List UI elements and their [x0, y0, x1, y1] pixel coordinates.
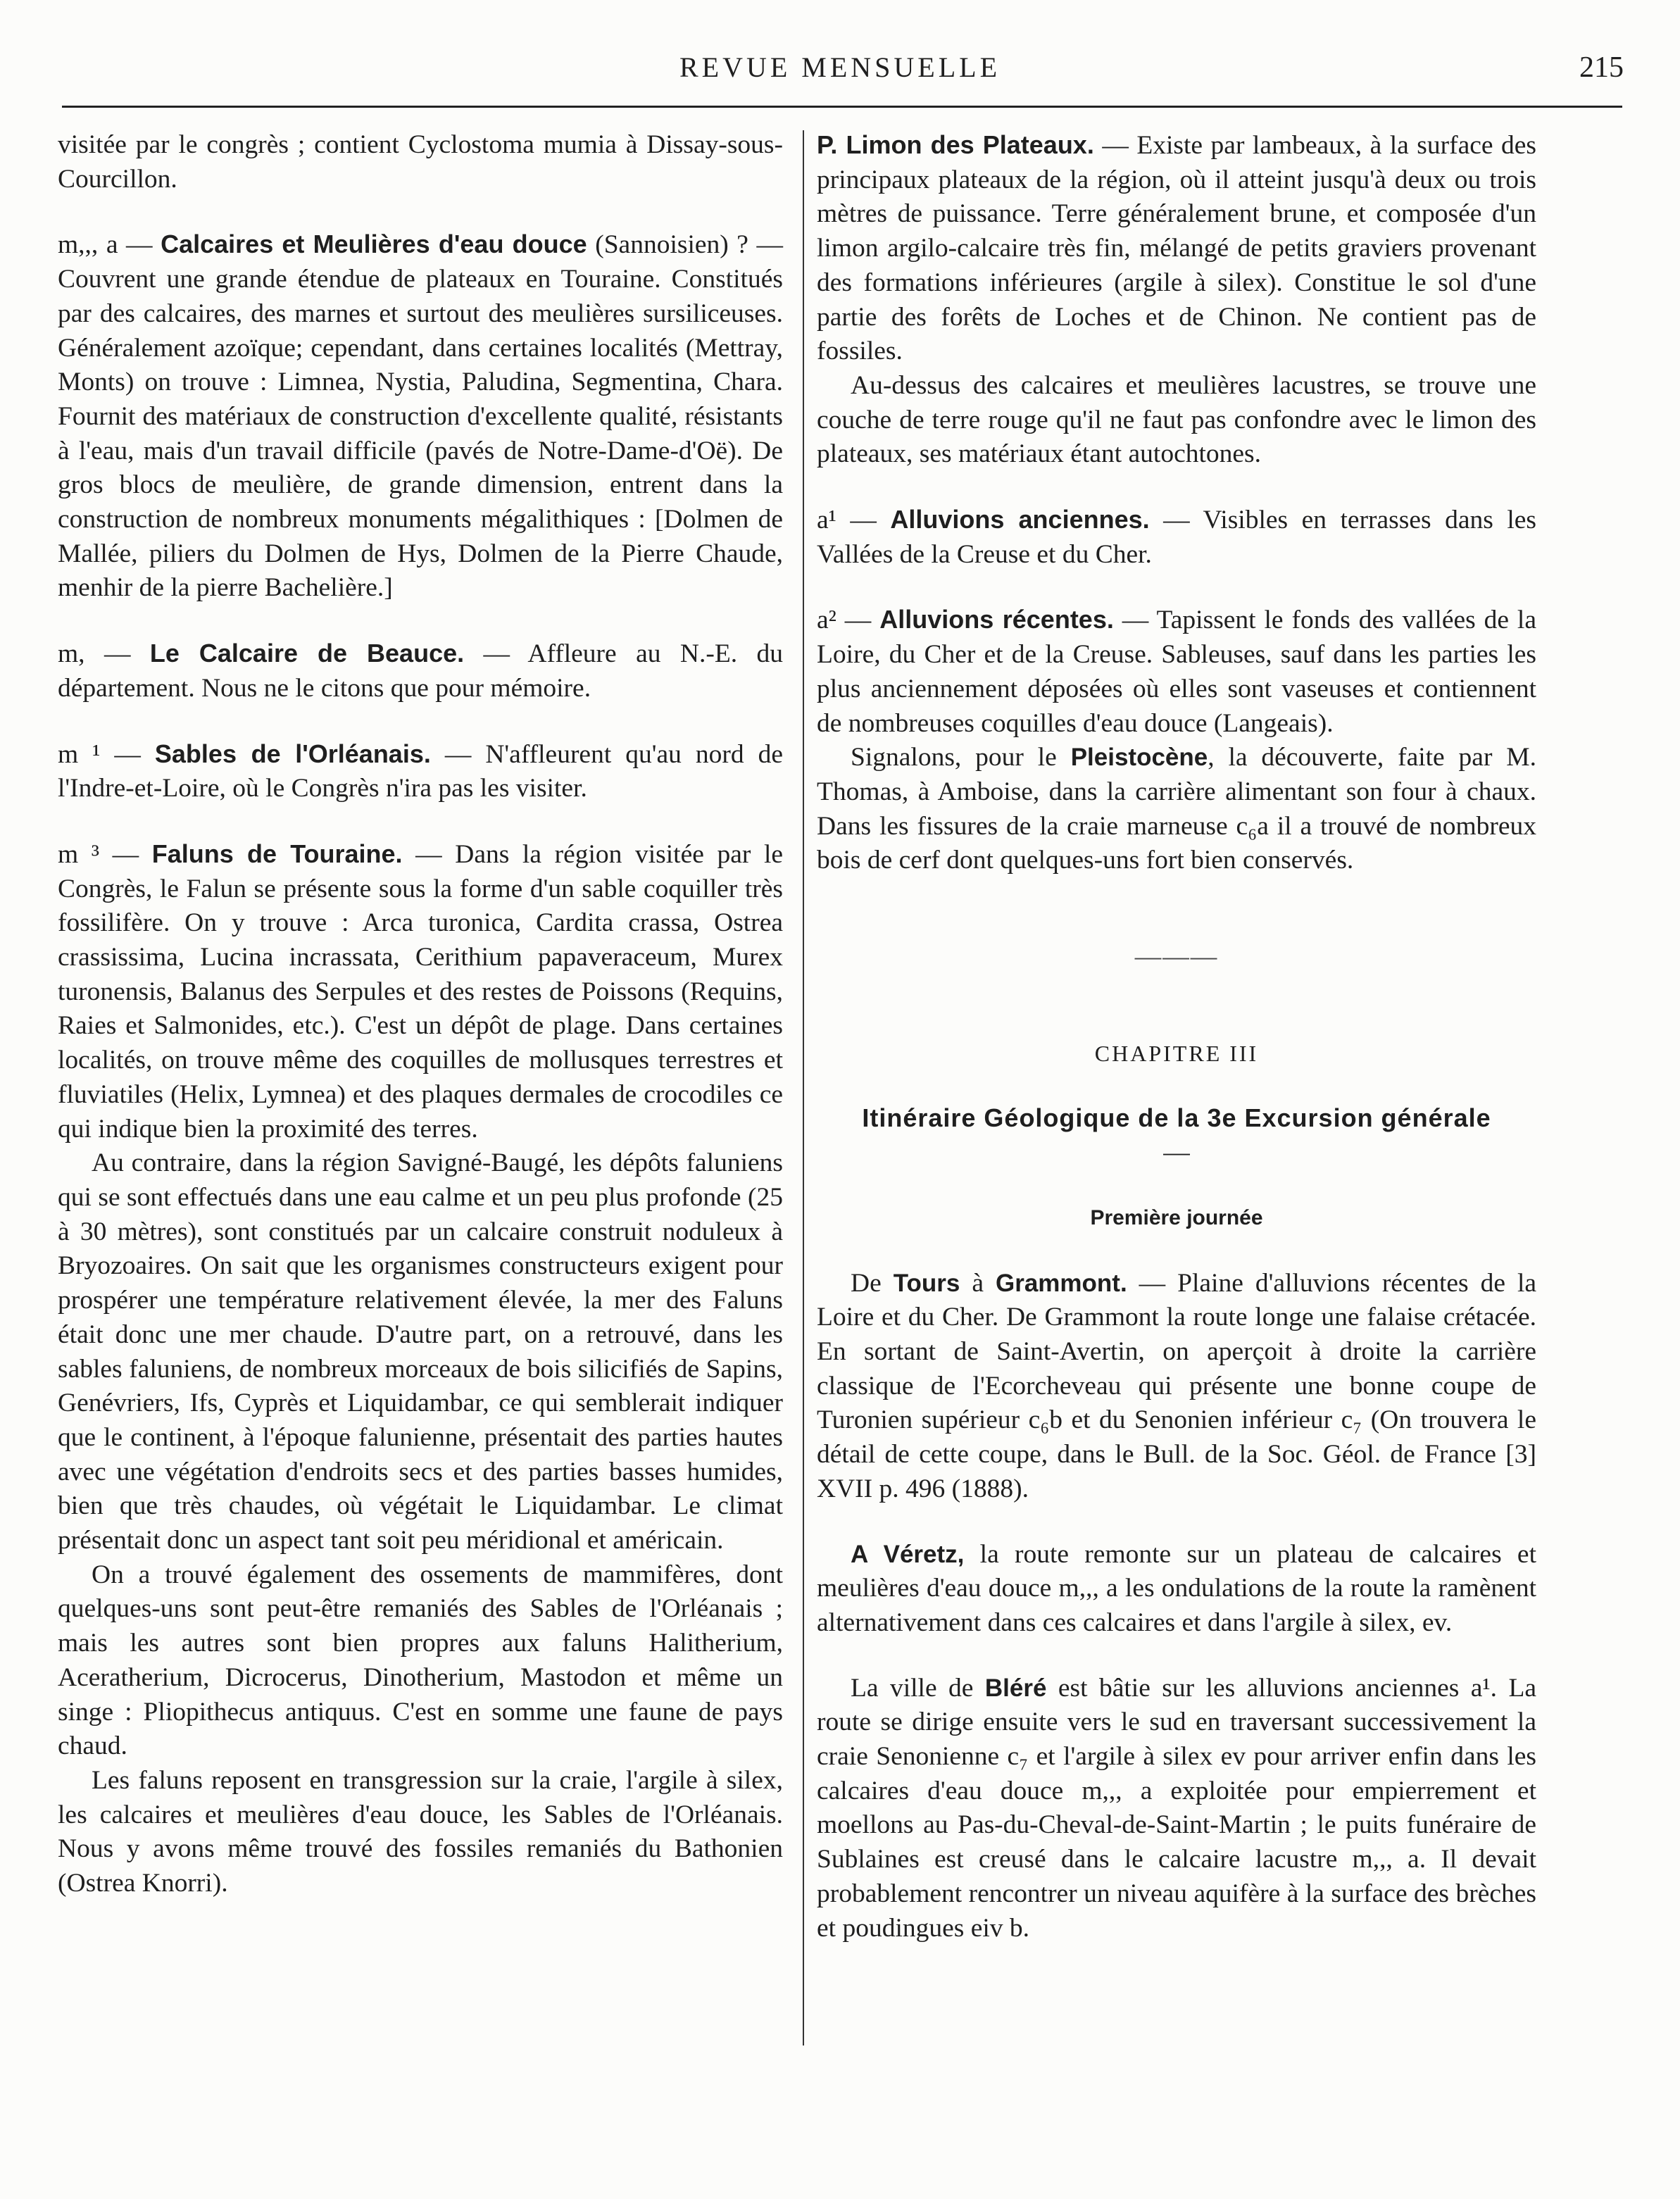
right-column — [817, 128, 1536, 1946]
section-sables-orleanais: m ¹ — Sables de l'Orléanais. — N'affleurent qu'au nord de l'Indre-et-Loire, où le Congrès n'ira pas les visiter. — [58, 739, 783, 803]
paragraph-savigne-bauge: Au contraire, dans la région Savigné-Baugé, les dépôts faluniens qui se sont effectués dans une eau calme et un peu plus profonde (25 à 30 mètres), sont constitués par un calcaire construit noduleux à Bryozoaires. On sait que les organismes constructeurs exigent pour prospérer une température relativement élevée, la mer des Faluns était donc une mer chaude. D'autre part, on a retrouvé, dans les sables faluniens, de nombreux morceaux de bois silicifiés de Sapins, Genévriers, Ifs, Cyprès et Liquidambar, ce qui semblerait indiquer que le continent, à l'époque falunienne, présentait des parties hautes avec une végétation d'endroits secs et des parties basses humides, bien que très chaudes, où végétait le Liquidambar. Le climat présentait donc un aspect tant soit peu méridional et américain. — [58, 1148, 783, 1555]
day-title: Première journée — [1090, 1205, 1263, 1229]
section-symbol: a¹ — [817, 506, 836, 535]
section-text: (Sannoisien) ? — Couvrent une grande étendue de plateaux en Touraine. Constitués par des calcaires, des marnes et surtout des meulières sursiliceuses. Généralement azoïque; cependant, dans certaines localités (Mettray, Monts) on trouve : Limnea, Nystia, Paludina, Segmentina, Chara. Fournit des matériaux de construction d'excellente qualité, résistants à l'eau, mais d'un travail difficile (pavés de Notre-Dame-d'Oë). De gros blocs de meulière, de grande dimension, entrent dans la construction de nombreux monuments mégalithiques : [Dolmen de Mallée, piliers du Dolmen de Hys, Dolmen de la Pierre Chaude, menhir de la pierre Bachelière.] — [58, 230, 784, 603]
paragraph-pleistocene: Signalons, pour le Pleistocène, la découverte, faite par M. Thomas, à Amboise, dans la carrière alimentant son four à chaux. Dans les fissures de la craie marneuse c₆a il a trouvé de nombreux bois de cerf dont quelques-uns fort bien conservés. — [817, 743, 1537, 875]
section-ornament: ——— — [1134, 942, 1219, 972]
header-rule — [62, 106, 1622, 108]
chapter-title: Itinéraire Géologique de la 3e Excursion générale — [862, 1103, 1491, 1133]
section-text: — Visibles en terrasses dans les Vallées de la Creuse et du Cher. — [817, 506, 1537, 569]
chapter-label: CHAPITRE III — [1094, 1040, 1259, 1066]
section-title: Faluns de Touraine. — [151, 839, 403, 868]
chapter-dash: — — [1163, 1138, 1190, 1167]
section-text: — Dans la région visitée par le Congrès, le Falun se présente sous la forme d'un sable coquiller très fossilifère. On y trouve : Arca turonica, Cardita crassa, Ostrea crassissima, Lucina incrassata, Cerithium papaveraceum, Murex turonensis, Balanus des Serpules et des restes de Poissons (Requins, Raies et Salmonides, etc.). C'est un dépôt de plage. Dans certaines localités, on trouve même des coquilles de mollusques terrestres et fluviatiles (Helix, Lymnea) et des plaques dermales de crocodiles ce qui indique bien la proximité des terres. — [58, 839, 784, 1144]
page-number: 215 — [1579, 51, 1624, 84]
journal-title: REVUE MENSUELLE — [679, 51, 1001, 83]
running-head — [56, 44, 1624, 93]
section-title: Sables de l'Orléanais. — [154, 739, 431, 768]
section-symbol: m,,, a — [58, 230, 118, 260]
section-alluvions-recentes: a² — Alluvions récentes. — Tapissent le fonds des vallées de la Loire, du Cher et de la Creuse. Sableuses, sauf dans les parties les plus anciennement déposées où elles sont vaseuses et contiennent de nombreuses coquilles d'eau douce (Langeais). — [817, 605, 1536, 738]
section-text: — N'affleurent qu'au nord de l'Indre-et-Loire, où le Congrès n'ira pas les visiter. — [58, 739, 783, 803]
section-text: — Tapissent le fonds des vallées de la Loire, du Cher et de la Creuse. Sableuses, sauf dans les parties les plus anciennement déposées où elles sont vaseuses et contiennent de nombreuses coquilles d'eau douce (Langeais). — [817, 606, 1536, 738]
paragraph-tours-grammont: De Tours à Grammont. — Plaine d'alluvions récentes de la Loire et du Cher. De Grammont la route longe une falaise crétacée. En sortant de Saint-Avertin, on aperçoit à droite la carrière classique de l'Ecorcheveau qui présente une bonne coupe de Turonien supérieur c₆b et du Senonien inférieur c₇ (On trouvera le détail de cette coupe, dans le Bull. de la Soc. Géol. de France [3] XVII p. 496 (1888). — [817, 1268, 1537, 1503]
section-text: — Existe par lambeaux, à la surface des principaux plateaux de la région, où il atteint jusqu'à deux ou trois mètres de puissance. Terre généralement brune, et composée d'un limon argilo-calcaire très fin, mélangé de petits graviers provenant des formations inférieures (argile à silex). Constitue le sol d'une partie des forêts de Loches et de Chinon. Ne contient pas de fossiles. — [817, 131, 1537, 366]
section-faluns-touraine: m ³ — Faluns de Touraine. — Dans la région visitée par le Congrès, le Falun se présente sous la forme d'un sable coquiller très fossilifère. On y trouve : Arca turonica, Cardita crassa, Ostrea crassissima, Lucina incrassata, Cerithium papaveraceum, Murex turonensis, Balanus des Serpules et des restes de Poissons (Requins, Raies et Salmonides, etc.). C'est un dépôt de plage. Dans certaines localités, on trouve même des coquilles de mollusques terrestres et fluviatiles (Helix, Lymnea) et des plaques dermales de crocodiles ce qui indique bien la proximité des terres. — [58, 839, 784, 1144]
paragraph-blere: La ville de Bléré est bâtie sur les alluvions anciennes a¹. La route se dirige ensuite vers le sud en traversant successivement la craie Senonienne c₇ et l'argile à silex ev pour arriver enfin dans les calcaires d'eau douce m,,, a exploitée pour empierrement et moellons au Pas-du-Cheval-de-Saint-Martin ; le puits funéraire de Sublaines est creusé dans le calcaire lacustre m,,, a. Il devait probablement rencontrer un niveau aquifère à la surface des brèches et poudingues eiv b. — [817, 1673, 1537, 1943]
section-title: Le Calcaire de Beauce. — [149, 639, 465, 668]
section-title: Alluvions récentes. — [879, 605, 1114, 634]
section-symbol: m, — [58, 639, 85, 669]
section-title: P. Limon des Plateaux. — [817, 130, 1094, 159]
section-alluvions-anciennes: a¹ — Alluvions anciennes. — Visibles en terrasses dans les Vallées de la Creuse et du Cher. — [817, 505, 1537, 569]
left-column — [58, 128, 783, 1901]
paragraph-transgression: Les faluns reposent en transgression sur la craie, l'argile à silex, les calcaires et meulières d'eau douce, les Sables de l'Orléanais. Nous y avons même trouvé des fossiles remaniés du Bathonien (Ostrea Knorri). — [58, 1765, 783, 1898]
section-text: — Affleure au N.-E. du département. Nous ne le citons que pour mémoire. — [58, 639, 784, 703]
section-symbol: a² — [817, 606, 836, 635]
paragraph-veretz: A Véretz, la route remonte sur un plateau de calcaires et meulières d'eau douce m,,, a les ondulations de la route la ramènent alternativement dans ces calcaires et dans l'argile à silex, ev. — [817, 1539, 1536, 1637]
section-limon-plateaux — [817, 128, 1536, 369]
section-symbol: m ³ — [58, 839, 100, 869]
column-divider — [803, 130, 804, 2045]
section-title: Alluvions anciennes. — [890, 505, 1150, 534]
section-title: Calcaires et Meulières d'eau douce — [161, 230, 587, 259]
paragraph-ossements: On a trouvé également des ossements de mammifères, dont quelques-uns sont peut-être remaniés des Sables de l'Orléanais ; mais les autres sont bien propres aux faluns Halitherium, Aceratherium, Dicrocerus, Dinotherium, Mastodon et même un singe : Pliopithecus antiquus. C'est en somme une faune de pays chaud. — [58, 1560, 783, 1761]
section-calcaires-meulieres: m,,, a — Calcaires et Meulières d'eau douce (Sannoisien) ? — Couvrent une grande étendue de plateaux en Touraine. Constitués par des calcaires, des marnes et surtout des meulières sursiliceuses. Généralement azoïque; cependant, dans certaines localités (Mettray, Monts) on trouve : Limnea, Nystia, Paludina, Segmentina, Chara. Fournit des matériaux de construction d'excellente qualité, résistants à l'eau, mais d'un travail difficile (pavés de Notre-Dame-d'Oë). De gros blocs de meulière, de grande dimension, entrent dans la construction de nombreux monuments mégalithiques : [Dolmen de Mallée, piliers du Dolmen de Hys, Dolmen de la Pierre Chaude, menhir de la pierre Bachelière.] — [58, 230, 784, 603]
paragraph-terre-rouge: Au-dessus des calcaires et meulières lacustres, se trouve une couche de terre rouge qu'il ne faut pas confondre avec le limon des plateaux, ses matériaux étant autochtones. — [817, 370, 1536, 469]
paragraph-continued: visitée par le congrès ; contient Cyclostoma mumia à Dissay-sous-Courcillon. — [58, 130, 783, 194]
section-calcaire-beauce: m, — Le Calcaire de Beauce. — Affleure au N.-E. du département. Nous ne le citons que pour mémoire. — [58, 639, 784, 703]
section-symbol: m ¹ — [58, 739, 101, 769]
